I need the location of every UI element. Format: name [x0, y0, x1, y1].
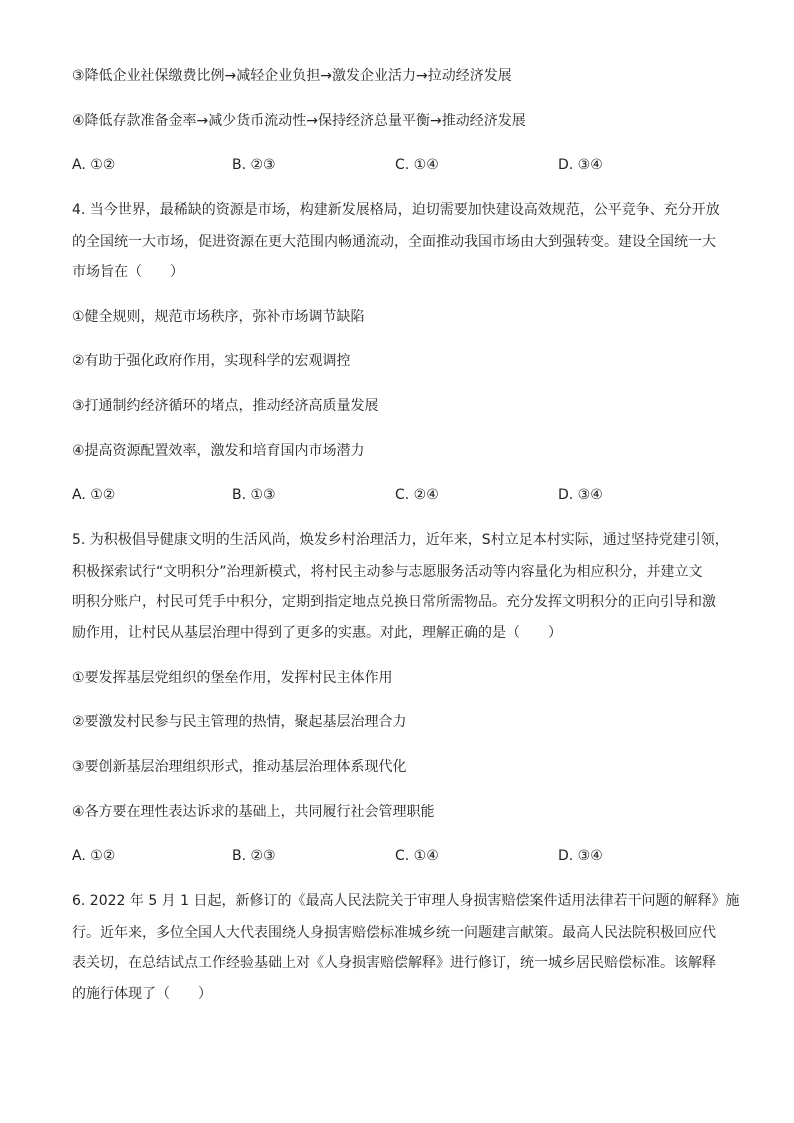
q6-stem-line-3: 表关切，在总结试点工作经验基础上对《人身损害赔偿解释》进行修订，统一城乡居民赔偿标准。该解释 [72, 955, 716, 971]
q3-options [72, 155, 744, 175]
q5-item-1: ①要发挥基层党组织的堡垒作用，发挥村民主体作用 [72, 670, 393, 686]
q4-stem-line-1: 4. 当今世界，最稀缺的资源是市场，构建新发展格局，迫切需要加快建设高效规范，公平竞争、充分开放 [72, 202, 720, 218]
q5-option-b: B. ②③ [232, 848, 276, 864]
q5-item-3: ③要创新基层治理组织形式，推动基层治理体系现代化 [72, 759, 407, 775]
q3-item-4: ④降低存款准备金率→减少货币流动性→保持经济总量平衡→推动经济发展 [72, 113, 526, 129]
q5-stem-line-4: 励作用，让村民从基层治理中得到了更多的实惠。对此，理解正确的是（ ） [72, 625, 562, 641]
q6-stem-line-4: 的施行体现了（ ） [72, 986, 212, 1002]
q5-stem-line-1: 5. 为积极倡导健康文明的生活风尚，焕发乡村治理活力，近年来，S村立足本村实际，通过坚持党建引领， [72, 532, 729, 548]
q3-option-c: C. ①④ [395, 157, 439, 173]
q5-option-d: D. ③④ [558, 848, 603, 864]
q5-options [72, 846, 744, 866]
q4-option-a: A. ①② [72, 487, 116, 503]
q3-option-b: B. ②③ [232, 157, 276, 173]
q6-stem-line-1: 6. 2022 年 5 月 1 日起，新修订的《最高人民法院关于审理人身损害赔偿案件适用法律若干问题的解释》施 [72, 893, 740, 909]
q5-option-c: C. ①④ [395, 848, 439, 864]
q4-item-4: ④提高资源配置效率，激发和培育国内市场潜力 [72, 443, 365, 459]
q4-stem-line-2: 的全国统一大市场，促进资源在更大范围内畅通流动，全面推动我国市场由大到强转变。建设全国统一大 [72, 234, 716, 250]
q4-stem-line-3: 市场旨在（ ） [72, 264, 184, 280]
q5-option-a: A. ①② [72, 848, 116, 864]
q3-item-3: ③降低企业社保缴费比例→减轻企业负担→激发企业活力→拉动经济发展 [72, 68, 512, 84]
q5-item-4: ④各方要在理性表达诉求的基础上，共同履行社会管理职能 [72, 804, 435, 820]
q3-option-d: D. ③④ [558, 157, 603, 173]
q5-item-2: ②要激发村民参与民主管理的热情，聚起基层治理合力 [72, 714, 407, 730]
q4-item-2: ②有助于强化政府作用，实现科学的宏观调控 [72, 353, 351, 369]
q4-option-d: D. ③④ [558, 487, 603, 503]
q3-option-a: A. ①② [72, 157, 116, 173]
q5-stem-line-3: 明积分账户，村民可凭手中积分，定期到指定地点兑换日常所需物品。充分发挥文明积分的正向引导和激 [72, 594, 716, 610]
q4-item-1: ①健全规则，规范市场秩序，弥补市场调节缺陷 [72, 309, 365, 325]
q6-stem-line-2: 行。近年来，多位全国人大代表围绕人身损害赔偿标准城乡统一问题建言献策。最高人民法院积极回应代 [72, 925, 716, 941]
q4-option-b: B. ①③ [232, 487, 276, 503]
q4-option-c: C. ②④ [395, 487, 439, 503]
q4-item-3: ③打通制约经济循环的堵点，推动经济高质量发展 [72, 398, 379, 414]
q5-stem-line-2: 积极探索试行“文明积分”治理新模式，将村民主动参与志愿服务活动等内容量化为相应积分，并建立文 [72, 564, 703, 580]
q4-options [72, 485, 744, 505]
